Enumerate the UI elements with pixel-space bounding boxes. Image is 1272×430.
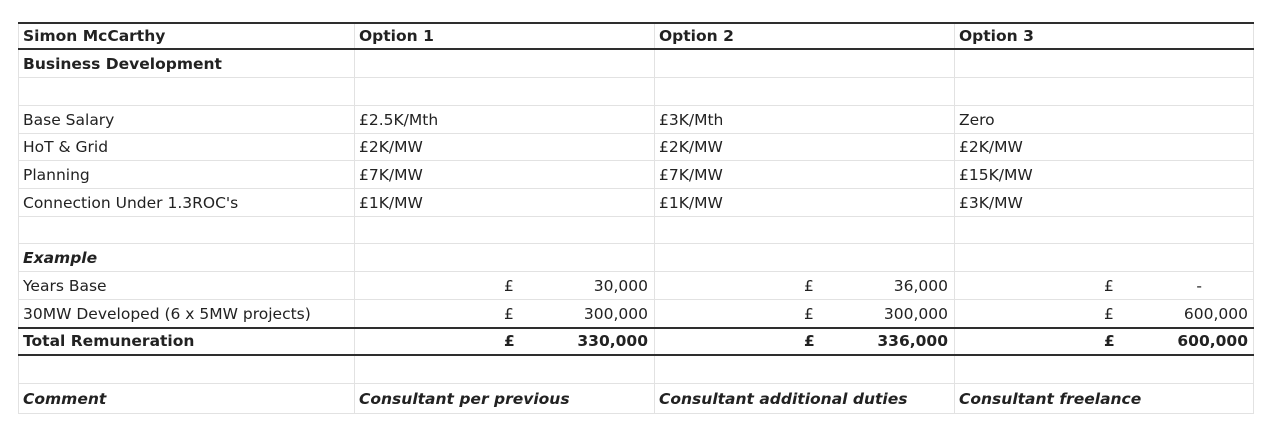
header-option-3: Option 3 bbox=[959, 27, 1034, 45]
grid-line bbox=[18, 133, 1254, 134]
header-bottom-border bbox=[18, 48, 1254, 50]
total-option-3: 600,000 bbox=[1177, 332, 1248, 350]
top-border bbox=[18, 22, 1254, 24]
rate-label: Planning bbox=[23, 166, 90, 184]
rate-label: Connection Under 1.3ROC's bbox=[23, 194, 239, 212]
example-value-option-1: 30,000 bbox=[593, 277, 648, 295]
currency-symbol: £ bbox=[1104, 277, 1114, 295]
rate-option-2: £3K/Mth bbox=[659, 111, 724, 129]
grid-line bbox=[18, 299, 1254, 300]
grid-line bbox=[18, 243, 1254, 244]
comment-option-2: Consultant additional duties bbox=[659, 390, 908, 408]
grid-line bbox=[18, 188, 1254, 189]
spreadsheet-table bbox=[18, 22, 1254, 414]
example-label: 30MW Developed (6 x 5MW projects) bbox=[23, 305, 311, 323]
rate-option-2: £7K/MW bbox=[659, 166, 723, 184]
currency-symbol: £ bbox=[804, 305, 814, 323]
rate-label: HoT & Grid bbox=[23, 138, 109, 156]
rate-option-1: £2.5K/Mth bbox=[359, 111, 439, 129]
comment-label: Comment bbox=[23, 390, 107, 408]
example-value-option-3: 600,000 bbox=[1183, 305, 1248, 323]
currency-symbol: £ bbox=[1104, 332, 1115, 350]
comment-option-1: Consultant per previous bbox=[359, 390, 570, 408]
example-value-option-1: 300,000 bbox=[583, 305, 648, 323]
rate-option-2: £2K/MW bbox=[659, 138, 723, 156]
example-value-option-2: 300,000 bbox=[883, 305, 948, 323]
currency-symbol: £ bbox=[504, 277, 514, 295]
rate-option-3: £3K/MW bbox=[959, 194, 1023, 212]
example-value-option-3: - bbox=[1196, 277, 1202, 295]
grid-line bbox=[18, 216, 1254, 217]
grid-line bbox=[18, 413, 1254, 414]
total-top-border bbox=[18, 327, 1254, 329]
rate-option-1: £7K/MW bbox=[359, 166, 423, 184]
grid-line bbox=[18, 105, 1254, 106]
total-option-2: 336,000 bbox=[877, 332, 948, 350]
example-heading: Example bbox=[23, 249, 98, 267]
currency-symbol: £ bbox=[804, 277, 814, 295]
rate-label: Base Salary bbox=[23, 111, 115, 129]
header-name: Simon McCarthy bbox=[23, 27, 166, 45]
total-label: Total Remuneration bbox=[23, 332, 195, 350]
currency-symbol: £ bbox=[504, 332, 515, 350]
total-bottom-border bbox=[18, 354, 1254, 356]
grid-line bbox=[18, 160, 1254, 161]
rate-option-3: Zero bbox=[959, 111, 995, 129]
total-option-1: 330,000 bbox=[577, 332, 648, 350]
currency-symbol: £ bbox=[504, 305, 514, 323]
header-option-2: Option 2 bbox=[659, 27, 734, 45]
rate-option-1: £1K/MW bbox=[359, 194, 423, 212]
rate-option-3: £2K/MW bbox=[959, 138, 1023, 156]
rate-option-2: £1K/MW bbox=[659, 194, 723, 212]
currency-symbol: £ bbox=[1104, 305, 1114, 323]
grid-line bbox=[18, 383, 1254, 384]
rate-option-1: £2K/MW bbox=[359, 138, 423, 156]
example-label: Years Base bbox=[23, 277, 107, 295]
currency-symbol: £ bbox=[804, 332, 815, 350]
rate-option-3: £15K/MW bbox=[959, 166, 1033, 184]
grid-line bbox=[18, 271, 1254, 272]
grid-line bbox=[18, 77, 1254, 78]
header-option-1: Option 1 bbox=[359, 27, 434, 45]
comment-option-3: Consultant freelance bbox=[959, 390, 1142, 408]
subheader: Business Development bbox=[23, 55, 222, 73]
example-value-option-2: 36,000 bbox=[893, 277, 948, 295]
